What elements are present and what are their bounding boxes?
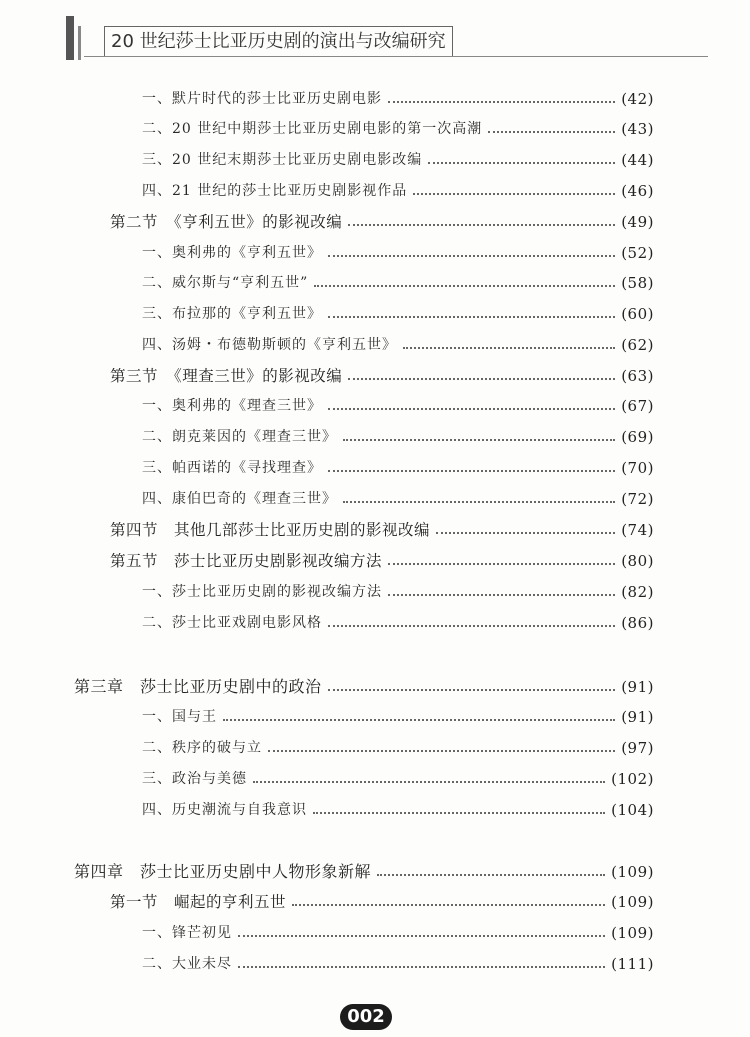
toc-entry-title: 一、奥利弗的《理查三世》: [142, 391, 324, 421]
toc-entry-page: (49): [621, 213, 654, 231]
toc-entry: [0, 361, 750, 391]
toc-entry-title: 二、20 世纪中期莎士比亚历史剧电影的第一次高潮: [142, 114, 484, 144]
toc-entry: [0, 795, 750, 825]
toc-entry: [0, 949, 750, 979]
toc-entry-title: 三、帕西诺的《寻找理查》: [142, 453, 324, 483]
toc-leader-dots: [328, 470, 615, 472]
toc-entry-title: 第三章 莎士比亚历史剧中的政治: [74, 672, 324, 702]
toc-entry: [0, 887, 750, 917]
toc-entry-page: (67): [621, 397, 654, 415]
toc-entry-page: (52): [621, 244, 654, 262]
toc-entry-page: (82): [621, 583, 654, 601]
toc-entry: [0, 145, 750, 175]
toc-entry-page: (109): [611, 893, 654, 911]
toc-entry-title: 二、大业未尽: [142, 949, 234, 979]
toc-entry: [0, 733, 750, 763]
header-bar-thick: [66, 16, 74, 60]
header-rule: [84, 56, 708, 57]
toc-entry: [0, 484, 750, 514]
toc-entry-title: 三、政治与美德: [142, 764, 249, 794]
toc-entry-title: 第五节 莎士比亚历史剧影视改编方法: [110, 546, 384, 576]
toc-leader-dots: [328, 689, 615, 691]
toc-entry-title: 一、国与王: [142, 702, 219, 732]
toc-leader-dots: [413, 193, 615, 195]
toc-entry-page: (63): [621, 367, 654, 385]
toc-entry: [0, 330, 750, 360]
toc-entry-title: 二、威尔斯与“亨利五世”: [142, 268, 310, 298]
toc-entry: [0, 918, 750, 948]
toc-entry-page: (91): [621, 708, 654, 726]
toc-leader-dots: [292, 904, 605, 906]
toc-leader-dots: [253, 781, 605, 783]
toc-entry: [0, 84, 750, 114]
page-number-badge: 002: [340, 1004, 392, 1030]
toc-entry-page: (102): [611, 770, 654, 788]
toc-entry: [0, 114, 750, 144]
toc-leader-dots: [328, 408, 615, 410]
toc-leader-dots: [388, 101, 615, 103]
toc-entry-page: (70): [621, 459, 654, 477]
header-bar-thin: [78, 26, 81, 60]
toc-entry-page: (42): [621, 90, 654, 108]
toc-entry: [0, 299, 750, 329]
toc-entry-title: 三、20 世纪末期莎士比亚历史剧电影改编: [142, 145, 424, 175]
toc-entry-page: (62): [621, 336, 654, 354]
toc-entry-title: 一、莎士比亚历史剧的影视改编方法: [142, 577, 384, 607]
toc-leader-dots: [348, 378, 615, 380]
toc-leader-dots: [268, 750, 615, 752]
toc-leader-dots: [223, 719, 615, 721]
toc-entry: [0, 207, 750, 237]
toc-entry-page: (43): [621, 120, 654, 138]
toc-entry-page: (97): [621, 739, 654, 757]
toc-entry-page: (80): [621, 552, 654, 570]
toc-entry-page: (72): [621, 490, 654, 508]
toc-entry-title: 第三节 《理查三世》的影视改编: [110, 361, 344, 391]
toc-entry: [0, 672, 750, 702]
toc-entry-title: 四、历史潮流与自我意识: [142, 795, 309, 825]
toc-entry-page: (109): [611, 924, 654, 942]
toc-entry-page: (69): [621, 428, 654, 446]
toc-entry-title: 第一节 崛起的亨利五世: [110, 887, 288, 917]
toc-leader-dots: [348, 224, 615, 226]
toc-entry: [0, 577, 750, 607]
toc-entry-title: 二、秩序的破与立: [142, 733, 264, 763]
toc-entry: [0, 268, 750, 298]
toc-entry-page: (109): [611, 863, 654, 881]
toc-entry-title: 四、康伯巴奇的《理查三世》: [142, 484, 339, 514]
toc-entry-title: 四、21 世纪的莎士比亚历史剧影视作品: [142, 176, 409, 206]
toc-entry: [0, 238, 750, 268]
toc-entry: [0, 422, 750, 452]
toc-leader-dots: [328, 255, 615, 257]
toc-leader-dots: [314, 285, 615, 287]
toc-entry: [0, 857, 750, 887]
toc-entry-title: 第二节 《亨利五世》的影视改编: [110, 207, 344, 237]
toc-leader-dots: [343, 439, 615, 441]
toc-entry-page: (111): [611, 955, 654, 973]
toc-entry-title: 二、莎士比亚戏剧电影风格: [142, 608, 324, 638]
toc-entry-title: 一、奥利弗的《亨利五世》: [142, 238, 324, 268]
toc-entry: [0, 546, 750, 576]
toc-leader-dots: [313, 812, 605, 814]
toc-leader-dots: [403, 347, 615, 349]
toc-entry: [0, 453, 750, 483]
toc-entry-page: (91): [621, 678, 654, 696]
toc-entry-title: 二、朗克莱因的《理查三世》: [142, 422, 339, 452]
running-header-title: 20 世纪莎士比亚历史剧的演出与改编研究: [104, 26, 453, 57]
toc-entry-title: 一、锋芒初见: [142, 918, 234, 948]
toc-leader-dots: [238, 935, 605, 937]
toc-entry: [0, 515, 750, 545]
toc-entry-title: 一、默片时代的莎士比亚历史剧电影: [142, 84, 384, 114]
toc-entry-title: 三、布拉那的《亨利五世》: [142, 299, 324, 329]
toc-leader-dots: [488, 131, 615, 133]
toc-entry-title: 第四节 其他几部莎士比亚历史剧的影视改编: [110, 515, 432, 545]
toc-entry: [0, 391, 750, 421]
toc-leader-dots: [328, 316, 615, 318]
toc-leader-dots: [377, 874, 605, 876]
toc-entry-page: (86): [621, 614, 654, 632]
toc-entry-page: (74): [621, 521, 654, 539]
toc-leader-dots: [436, 532, 615, 534]
toc-entry-title: 四、汤姆・布德勒斯顿的《亨利五世》: [142, 330, 399, 360]
toc-entry: [0, 608, 750, 638]
toc-entry: [0, 764, 750, 794]
toc-entry-title: 第四章 莎士比亚历史剧中人物形象新解: [74, 857, 373, 887]
toc-leader-dots: [428, 162, 615, 164]
toc-entry-page: (58): [621, 274, 654, 292]
toc-entry-page: (60): [621, 305, 654, 323]
toc-entry: [0, 702, 750, 732]
toc-leader-dots: [343, 501, 615, 503]
toc-entry-page: (44): [621, 151, 654, 169]
toc-leader-dots: [388, 563, 615, 565]
toc-entry: [0, 176, 750, 206]
toc-leader-dots: [388, 594, 615, 596]
toc-entry-page: (46): [621, 182, 654, 200]
toc-leader-dots: [328, 625, 615, 627]
toc-entry-page: (104): [611, 801, 654, 819]
toc-leader-dots: [238, 966, 605, 968]
